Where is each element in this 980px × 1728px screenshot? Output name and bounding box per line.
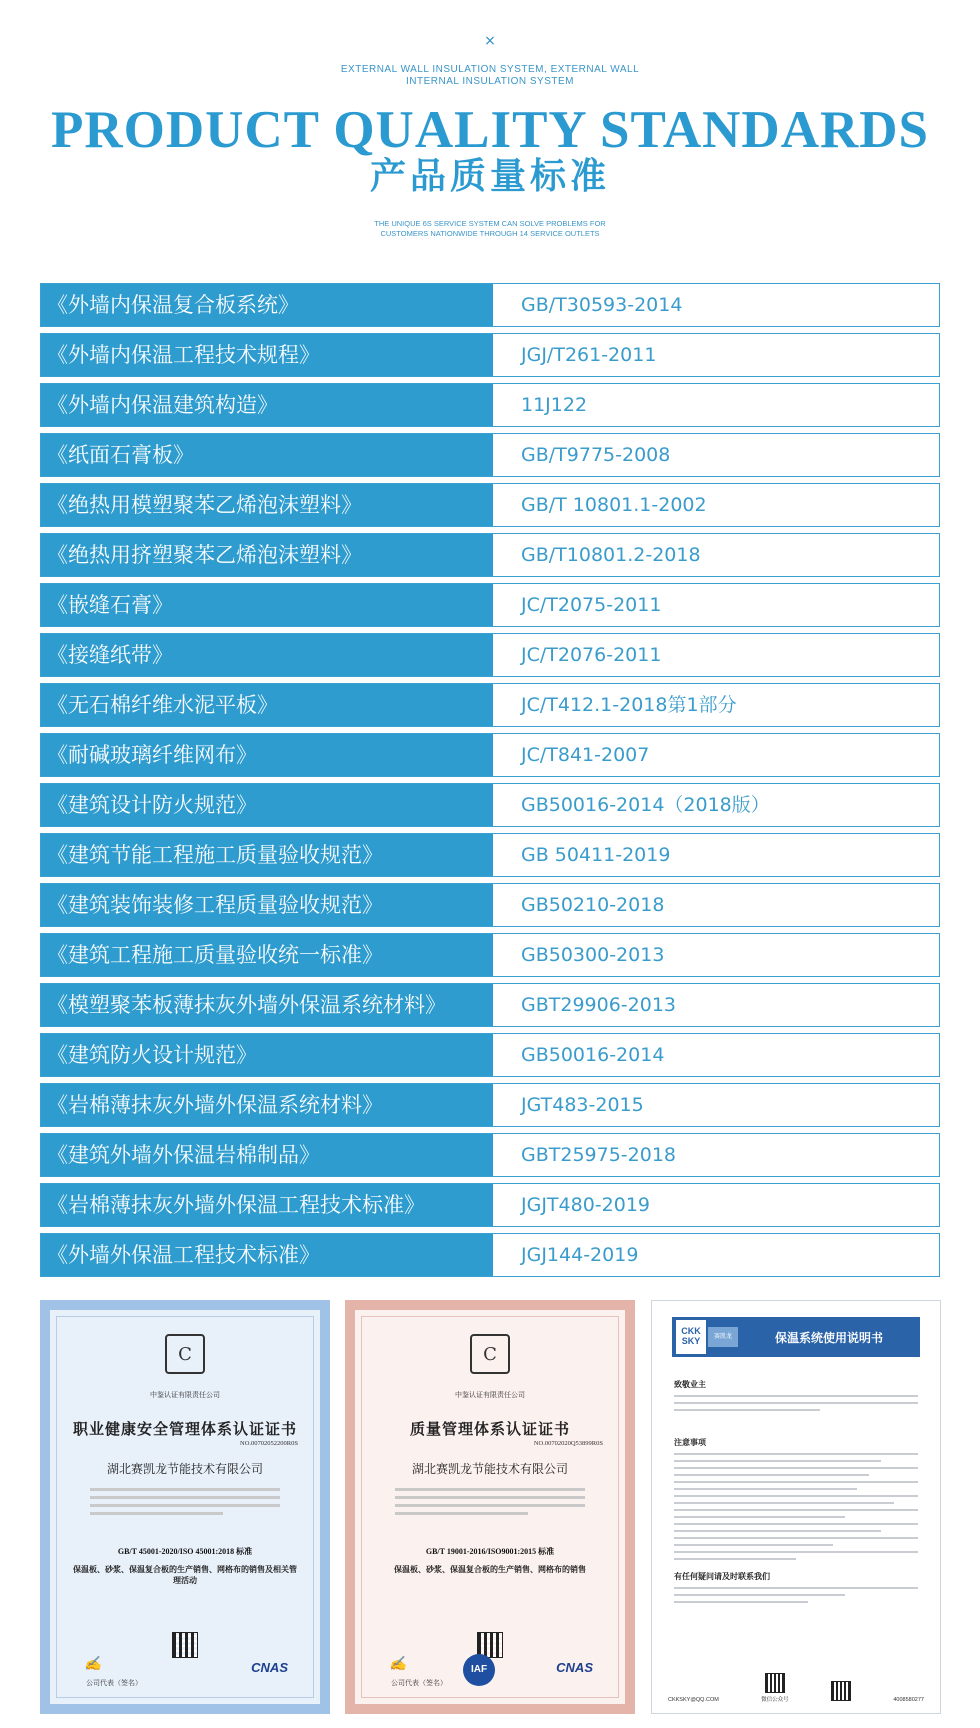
certificate-body-text — [90, 1488, 280, 1520]
header-subtitle-bottom: THE UNIQUE 6S SERVICE SYSTEM CAN SOLVE PROBLEMS FOR CUSTOMERS NATIONWIDE THROUGH 14 SERVICE OUTLETS — [374, 219, 606, 238]
manual-title: 保温系统使用说明书 — [774, 1330, 883, 1345]
manual-greeting-text — [674, 1395, 918, 1416]
table-row — [40, 883, 940, 927]
standard-code: JGJT480-2019 — [521, 1194, 651, 1216]
contact-phone: 4008580277 — [893, 1697, 924, 1703]
standard-code: GB 50411-2019 — [521, 844, 671, 866]
table-row — [40, 933, 940, 977]
certificate-scope: 保温板、砂浆、保温复合板的生产销售、网格布的销售 — [394, 1565, 586, 1574]
standard-code: GBT29906-2013 — [521, 994, 677, 1016]
manual-contact-text — [674, 1587, 918, 1608]
table-row — [40, 433, 940, 477]
qms-certificate[interactable] — [345, 1300, 635, 1714]
certificates-section — [0, 1300, 980, 1714]
certificate-standard: GB/T 19001-2016/ISO9001:2015 标准 — [425, 1547, 555, 1556]
standards-table — [40, 283, 940, 1283]
standard-name: 《岩棉薄抹灰外墙外保温系统材料》 — [41, 1084, 493, 1126]
contact-email: CKKSKY@QQ.COM — [668, 1697, 719, 1703]
standard-name: 《建筑节能工程施工质量验收规范》 — [41, 834, 493, 876]
iaf-logo: IAF — [463, 1654, 495, 1686]
manual-section-greeting: 致敬业主 — [674, 1380, 706, 1389]
standard-code: JC/T412.1-2018第1部分 — [521, 694, 737, 716]
standard-name: 《岩棉薄抹灰外墙外保温工程技术标准》 — [41, 1184, 493, 1226]
ckksky-logo: CKK SKY — [676, 1320, 706, 1354]
standard-name: 《绝热用挤塑聚苯乙烯泡沫塑料》 — [41, 534, 493, 576]
qr-code-icon — [172, 1632, 198, 1658]
cqc-logo-icon: C — [165, 1334, 205, 1374]
manual-section-contact: 有任何疑问请及时联系我们 — [674, 1572, 770, 1581]
standard-code: GBT25975-2018 — [521, 1144, 677, 1166]
standard-name: 《建筑装饰装修工程质量验收规范》 — [41, 884, 493, 926]
standard-name: 《嵌缝石膏》 — [41, 584, 493, 626]
standard-code: GB50210-2018 — [521, 894, 665, 916]
standard-code: JC/T2075-2011 — [521, 594, 662, 616]
standard-code: JC/T841-2007 — [521, 744, 650, 766]
signature: ✍ — [84, 1656, 102, 1672]
certificate-issuer: 中鉴认证有限责任公司 — [455, 1391, 525, 1399]
qr-code-icon — [831, 1681, 851, 1701]
standard-code: GB50016-2014 — [521, 1044, 665, 1066]
certificate-company: 湖北赛凯龙节能技术有限公司 — [411, 1462, 568, 1476]
table-row — [40, 683, 940, 727]
table-row — [40, 783, 940, 827]
certificate-title: 质量管理体系认证证书 — [409, 1420, 570, 1438]
standard-code: GB/T10801.2-2018 — [521, 544, 701, 566]
certificate-rep: 公司代表（签名） — [86, 1679, 142, 1687]
table-row — [40, 733, 940, 777]
certificate-number: NO.00702020Q53899R0S — [533, 1440, 603, 1447]
standard-name: 《无石棉纤维水泥平板》 — [41, 684, 493, 726]
manual-notes-text — [674, 1453, 918, 1565]
signature: ✍ — [389, 1656, 407, 1672]
table-row — [40, 1133, 940, 1177]
standard-name: 《纸面石膏板》 — [41, 434, 493, 476]
table-row — [40, 483, 940, 527]
table-row — [40, 383, 940, 427]
table-row — [40, 833, 940, 877]
standard-code: JGJ/T261-2011 — [521, 344, 657, 366]
standard-code: JGT483-2015 — [521, 1094, 644, 1116]
certificate-rep: 公司代表（签名） — [391, 1679, 447, 1687]
standard-code: GB50016-2014（2018版） — [521, 794, 770, 816]
wechat-qr — [761, 1673, 789, 1703]
table-row — [40, 583, 940, 627]
user-manual-document[interactable] — [651, 1300, 941, 1714]
wechat-label: 微信公众号 — [761, 1697, 789, 1703]
table-row — [40, 333, 940, 377]
table-row — [40, 1233, 940, 1277]
header-subtitle-top: EXTERNAL WALL INSULATION SYSTEM, EXTERNAL WALL INTERNAL INSULATION SYSTEM — [340, 64, 640, 87]
table-row — [40, 633, 940, 677]
cqc-logo-icon: C — [470, 1334, 510, 1374]
table-row — [40, 1033, 940, 1077]
standard-name: 《绝热用模塑聚苯乙烯泡沫塑料》 — [41, 484, 493, 526]
standard-name: 《建筑防火设计规范》 — [41, 1034, 493, 1076]
standard-code: JGJ144-2019 — [521, 1244, 639, 1266]
certificate-title: 职业健康安全管理体系认证证书 — [72, 1420, 297, 1438]
standard-name: 《建筑外墙外保温岩棉制品》 — [41, 1134, 493, 1176]
table-row — [40, 983, 940, 1027]
standard-code: GB50300-2013 — [521, 944, 665, 966]
brand-logo: 赛凯龙 — [708, 1327, 738, 1347]
standard-name: 《模塑聚苯板薄抹灰外墙外保温系统材料》 — [41, 984, 493, 1026]
standard-code: GB/T9775-2008 — [521, 444, 671, 466]
manual-header — [672, 1317, 920, 1357]
manual-section-notes: 注意事项 — [674, 1438, 706, 1447]
standard-code: GB/T30593-2014 — [521, 294, 683, 316]
page-title-cn: 产品质量标准 — [369, 156, 610, 197]
standard-name: 《耐碱玻璃纤维网布》 — [41, 734, 493, 776]
standard-code: JC/T2076-2011 — [521, 644, 662, 666]
manual-footer — [668, 1673, 924, 1703]
standard-name: 《外墙外保温工程技术标准》 — [41, 1234, 493, 1276]
table-row — [40, 283, 940, 327]
certificate-scope: 保温板、砂浆、保温复合板的生产销售、网格布的销售及相关管理活动 — [73, 1565, 297, 1585]
standard-name: 《外墙内保温复合板系统》 — [41, 284, 493, 326]
certificate-body-text — [395, 1488, 585, 1520]
cnas-logo: CNAS — [556, 1660, 593, 1675]
standard-name: 《外墙内保温工程技术规程》 — [41, 334, 493, 376]
phone-qr — [831, 1681, 851, 1703]
standard-name: 《接缝纸带》 — [41, 634, 493, 676]
standard-name: 《建筑工程施工质量验收统一标准》 — [41, 934, 493, 976]
close-icon[interactable]: × — [484, 33, 496, 49]
cnas-logo: CNAS — [251, 1660, 288, 1675]
qr-code-icon — [765, 1673, 785, 1693]
ohsms-certificate[interactable] — [40, 1300, 330, 1714]
table-row — [40, 1183, 940, 1227]
table-row — [40, 533, 940, 577]
certificate-standard: GB/T 45001-2020/ISO 45001:2018 标准 — [117, 1547, 253, 1556]
table-row — [40, 1083, 940, 1127]
standard-name: 《建筑设计防火规范》 — [41, 784, 493, 826]
standard-name: 《外墙内保温建筑构造》 — [41, 384, 493, 426]
page-title-en: PRODUCT QUALITY STANDARDS — [50, 101, 930, 159]
certificate-issuer: 中鉴认证有限责任公司 — [150, 1391, 220, 1399]
standard-code: GB/T 10801.1-2002 — [521, 494, 707, 516]
standard-code: 11J122 — [521, 394, 588, 416]
certificate-number: NO.00702052200R0S — [240, 1440, 298, 1447]
certificate-company: 湖北赛凯龙节能技术有限公司 — [106, 1462, 263, 1476]
